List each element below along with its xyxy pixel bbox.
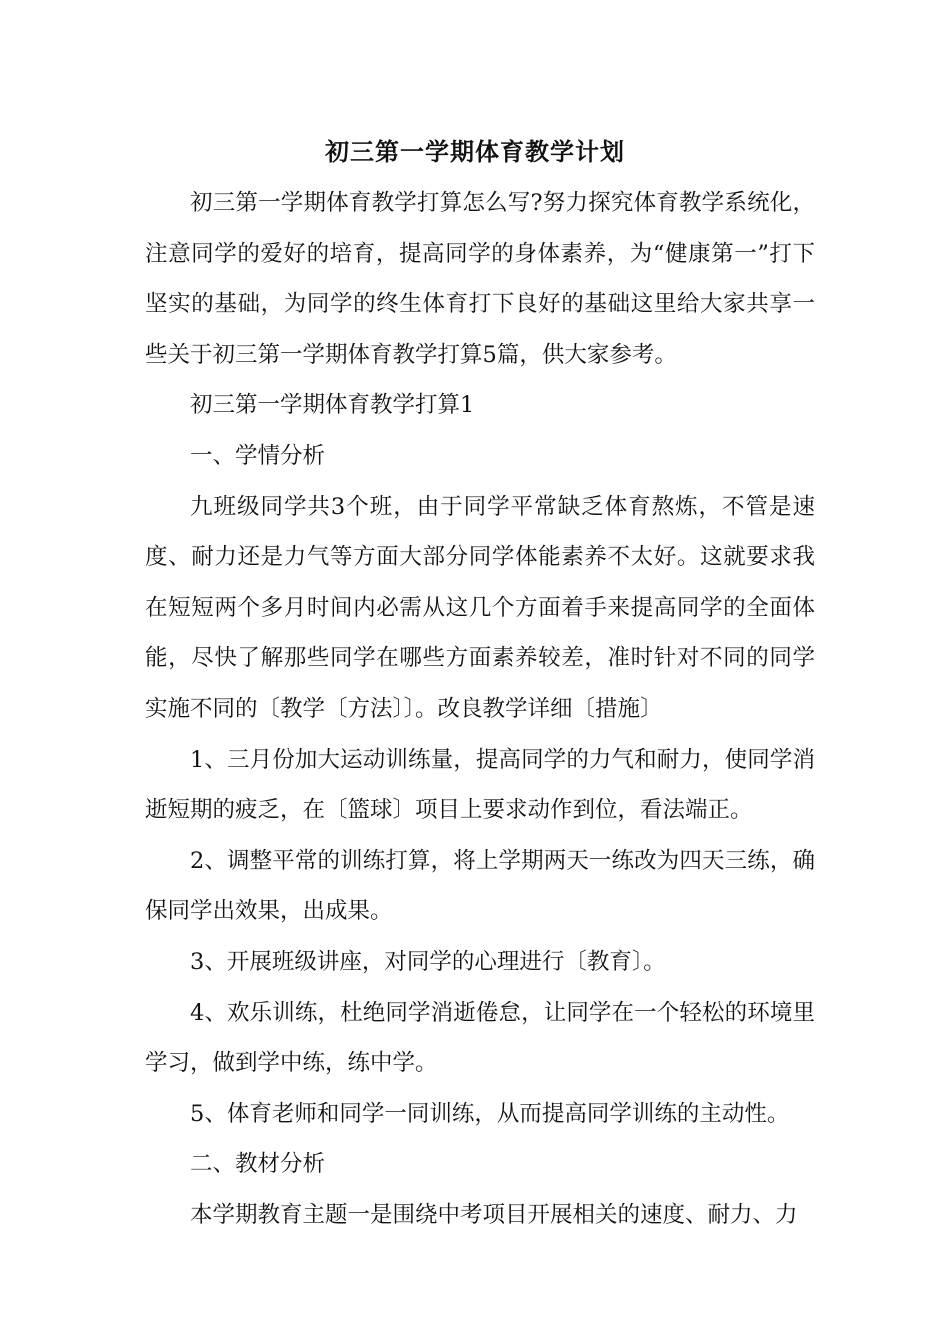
list-item-5: 5、体育老师和同学一同训练，从而提高同学训练的主动性。 <box>190 1100 790 1127</box>
paragraph-intro: 初三第一学期体育教学打算怎么写?努力探究体育教学系统化，注意同学的爱好的培育，提高同学的身体素养，为“健康第一”打下坚实的基础，为同学的终生体育打下良好的基础这里给大家共享一些关于初三第一学期体育教学打算5篇，供大家参考。 <box>145 190 815 368</box>
document-title: 初三第一学期体育教学计划 <box>325 137 625 166</box>
document-body <box>145 178 815 1240</box>
section-heading-2: 二、教材分析 <box>190 1151 326 1178</box>
paragraph-plan-heading: 初三第一学期体育教学打算1 <box>190 392 475 419</box>
list-item-4: 4、欢乐训练，杜绝同学消逝倦怠，让同学在一个轻松的环境里学习，做到学中练，练中学。 <box>145 999 815 1077</box>
list-item-3: 3、开展班级讲座，对同学的心理进行〔教育〕。 <box>190 948 666 975</box>
list-item-2: 2、调整平常的训练打算，将上学期两天一练改为四天三练，确保同学出效果，出成果。 <box>145 847 815 925</box>
list-item-1: 1、三月份加大运动训练量，提高同学的力气和耐力，使同学消逝短期的疲乏，在〔篮球〕项目上要求动作到位，看法端正。 <box>145 746 815 824</box>
paragraph-textbook: 本学期教育主题一是围绕中考项目开展相关的速度、耐力、力 <box>190 1201 798 1228</box>
section-heading-1: 一、学情分析 <box>190 442 326 469</box>
paragraph-analysis: 九班级同学共3个班，由于同学平常缺乏体育熬炼，不管是速度、耐力还是力气等方面大部分同学体能素养不太好。这就要求我在短短两个多月时间内必需从这几个方面着手来提高同学的全面体能，尽快了解那些同学在哪些方面素养较差，准时针对不同的同学实施不同的〔教学〔方法〕〕。改良教学详细〔措施〕 <box>145 493 815 722</box>
